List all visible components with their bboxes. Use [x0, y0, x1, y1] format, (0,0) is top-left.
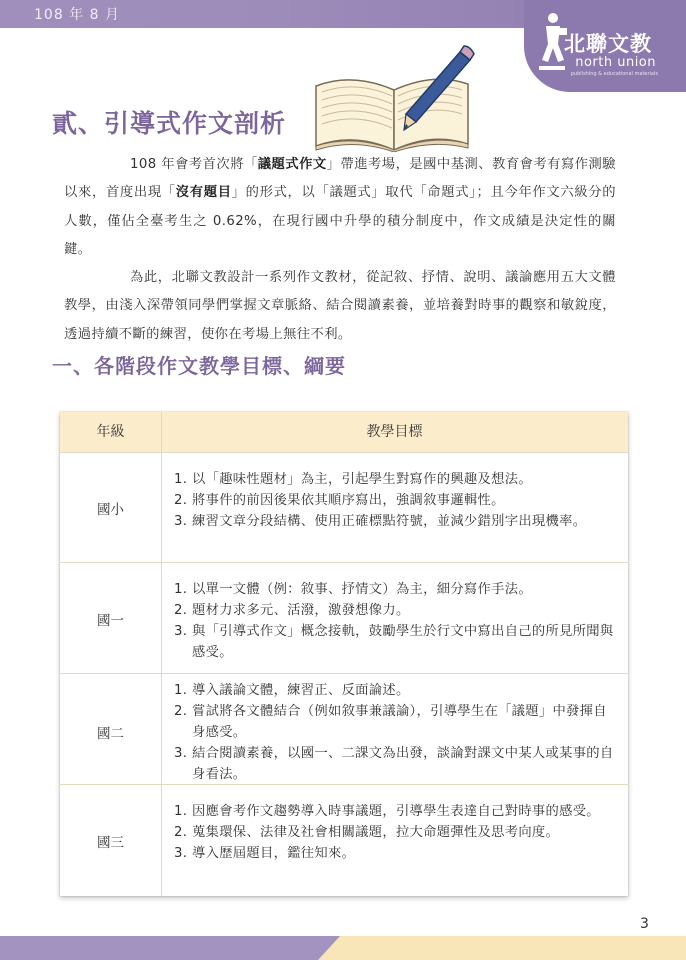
intro-text-run: 」的形式，以「議題式」取代「命題式」；且今年作文六級分的人數，僅佔全臺考生之 0.62%，在現行國中升學的積分制度中，作文成績是決定性的關鍵。	[64, 185, 616, 257]
goal-item	[174, 801, 614, 822]
goal-number: 3.	[174, 514, 188, 529]
goal-number: 3.	[174, 846, 188, 861]
goal-number: 1.	[174, 683, 188, 698]
teaching-goals-table	[60, 412, 628, 896]
goal-number: 3.	[174, 746, 188, 761]
goal-number: 3.	[174, 624, 188, 639]
goal-item	[174, 600, 614, 621]
table-row-elementary	[60, 452, 628, 563]
open-book-pencil-illustration	[312, 42, 477, 152]
header-goal: 教學目標	[366, 424, 423, 440]
brand-english-name: north union	[575, 55, 656, 70]
goal-text: 將事件的前因後果依其順序寫出，強調敘事邏輯性。	[192, 493, 505, 508]
goal-list	[174, 469, 614, 532]
page-number: 3	[640, 916, 649, 932]
goal-number: 1.	[174, 804, 188, 819]
intro-text	[64, 151, 616, 349]
goal-item	[174, 621, 614, 663]
goal-item	[174, 843, 614, 864]
goal-item	[174, 490, 614, 511]
goal-text: 導入議論文體，練習正、反面論述。	[192, 683, 410, 698]
goal-number: 2.	[174, 603, 188, 618]
goal-list	[174, 579, 614, 663]
intro-text-run: 」帶進考場，是國中基測、教育會考有寫作測驗以來，首度出現「	[64, 157, 616, 201]
goal-item	[174, 822, 614, 843]
intro-text-run: 108 年會考首次將「	[130, 157, 258, 172]
goal-list	[174, 801, 614, 864]
goal-number: 1.	[174, 582, 188, 597]
goal-text: 與「引導式作文」概念接軌，鼓勵學生於行文中寫出自己的所見所聞與感受。	[192, 624, 614, 660]
goal-list	[174, 680, 614, 785]
goal-text: 導入歷屆題目，鑑往知來。	[192, 846, 356, 861]
table-header-row	[60, 412, 628, 452]
goal-item	[174, 743, 614, 785]
brand-logo	[524, 0, 686, 92]
header-grade: 年級	[96, 424, 125, 440]
table-row-grade8	[60, 673, 628, 785]
goal-item	[174, 680, 614, 701]
subsection-title: 一、各階段作文教學目標、綱要	[52, 354, 346, 378]
goal-number: 2.	[174, 493, 188, 508]
section-title: 貳、引導式作文剖析	[52, 109, 287, 138]
row-grade: 國小	[97, 502, 124, 518]
goal-text: 結合閱讀素養，以國一、二課文為出發，談論對課文中某人或某事的自身看法。	[192, 746, 614, 782]
issue-date: 108 年 8 月	[34, 7, 120, 23]
goal-text: 以單一文體（例：敘事、抒情文）為主，細分寫作手法。	[192, 582, 532, 597]
emphasis-no-title: 沒有題目	[175, 185, 232, 201]
footer-band-yellow	[318, 936, 686, 960]
goal-text: 嘗試將各文體結合（例如敘事兼議論），引導學生在「議題」中發揮自身感受。	[192, 704, 607, 740]
footer-band-purple	[0, 936, 340, 960]
goal-item	[174, 701, 614, 743]
goal-number: 1.	[174, 472, 188, 487]
goal-item	[174, 579, 614, 600]
goal-text: 因應會考作文趨勢導入時事議題，引導學生表達自己對時事的感受。	[192, 804, 600, 819]
goal-text: 蒐集環保、法律及社會相關議題，拉大命題彈性及思考向度。	[192, 825, 560, 840]
row-grade: 國二	[97, 726, 124, 742]
intro-paragraph-1	[64, 151, 616, 264]
row-grade: 國一	[97, 613, 124, 629]
emphasis-issue-essay: 議題式作文	[257, 157, 327, 172]
goal-number: 2.	[174, 704, 188, 719]
table-row-grade7	[60, 562, 628, 674]
goal-text: 題材力求多元、活潑，激發想像力。	[192, 603, 410, 618]
goal-number: 2.	[174, 825, 188, 840]
brand-name: 北聯文教	[564, 32, 652, 56]
goal-item	[174, 511, 614, 532]
goal-text: 以「趣味性題材」為主，引起學生對寫作的興趣及想法。	[192, 472, 532, 487]
goal-text: 練習文章分段結構、使用正確標點符號，並減少錯別字出現機率。	[192, 514, 587, 529]
goal-item	[174, 469, 614, 490]
intro-paragraph-2: 為此，北聯文教設計一系列作文教材，從記敘、抒情、說明、議論應用五大文體教學，由淺入深帶領同學們掌握文章脈絡、結合閱讀素養，並培養對時事的觀察和敏銳度，透過持續不斷的練習，使你在考場上無往不利。	[64, 270, 616, 342]
brand-tagline: publishing & educational materials	[570, 71, 658, 77]
row-grade: 國三	[97, 835, 124, 851]
table-row-grade9	[60, 784, 628, 897]
